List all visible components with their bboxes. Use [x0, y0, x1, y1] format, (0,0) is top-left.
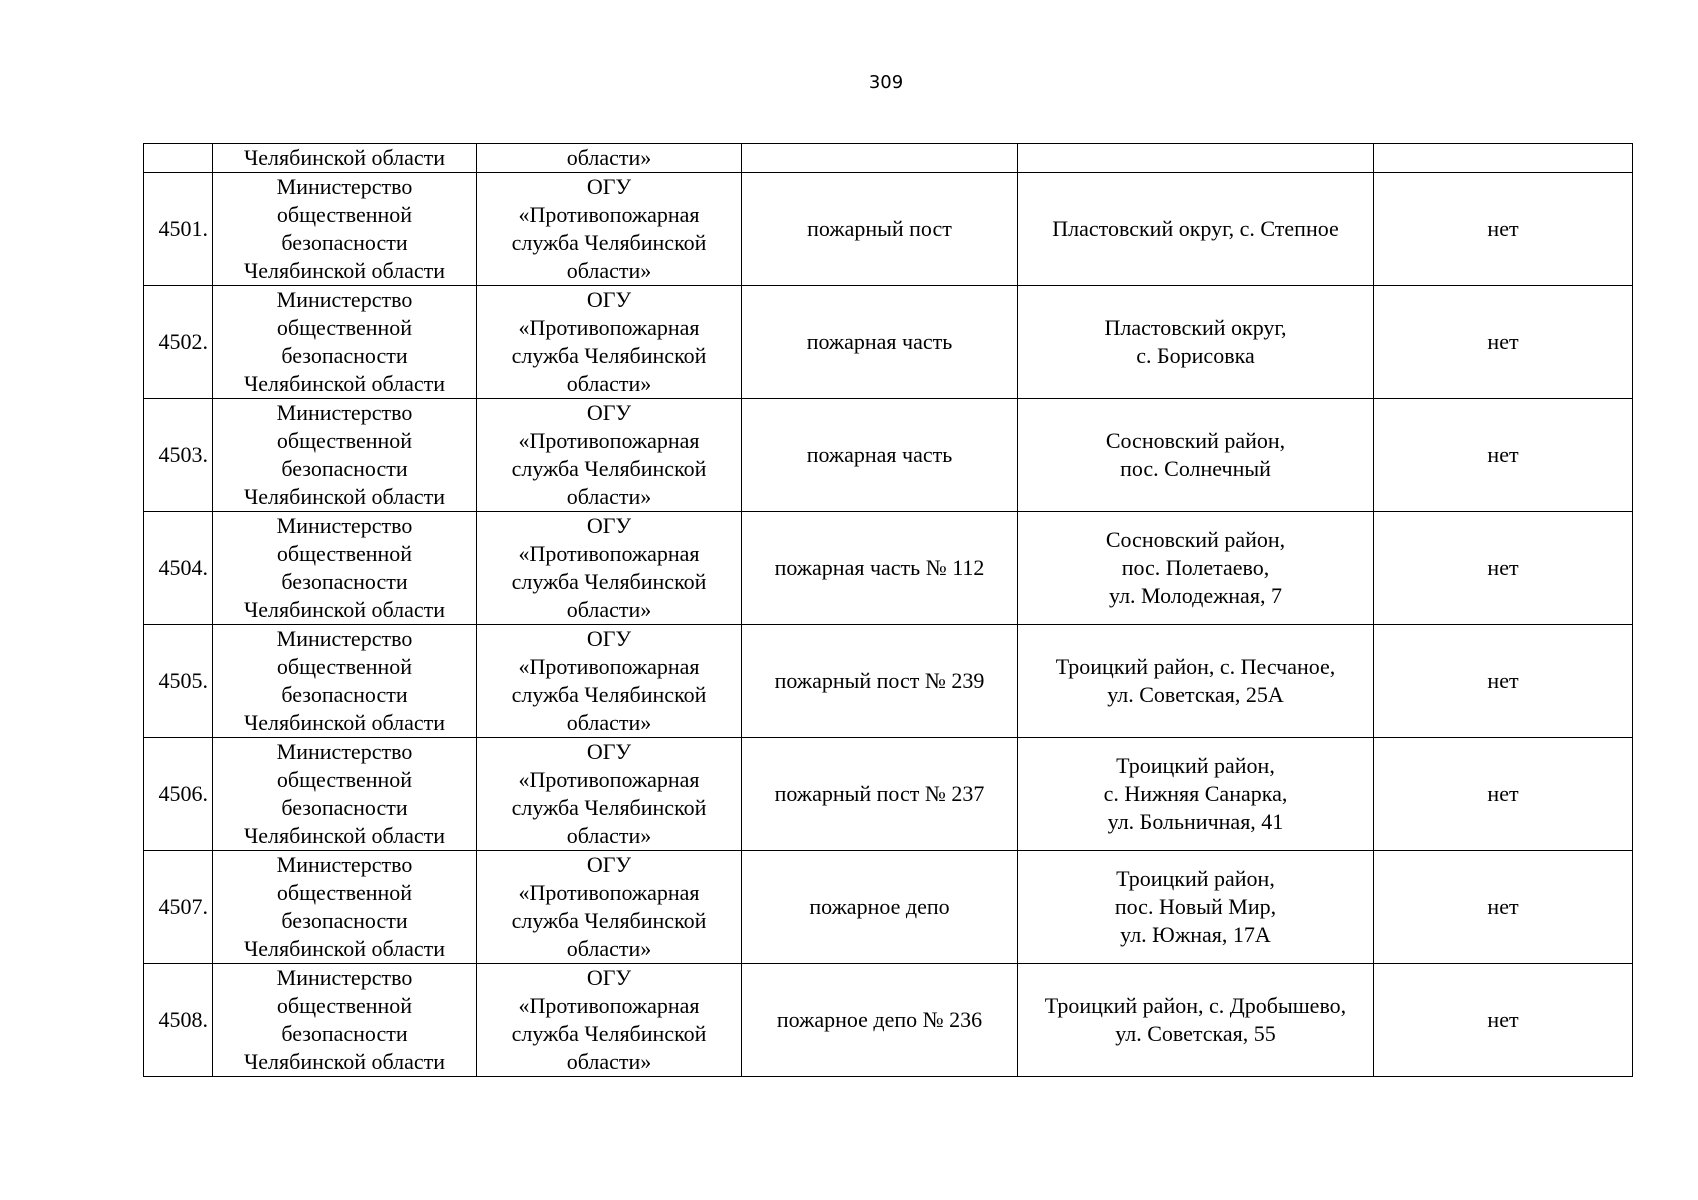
address-line: с. Нижняя Санарка,	[1103, 781, 1288, 806]
organization-line: безопасности	[281, 230, 408, 255]
institution-line: служба Челябинской	[511, 230, 707, 255]
institution-line: «Противопожарная	[518, 428, 700, 453]
address-cell	[1018, 144, 1374, 173]
institution-cell	[477, 851, 742, 964]
address-line: Сосновский район,	[1105, 428, 1286, 453]
row-number-cell: 4508.	[144, 964, 213, 1077]
organization-line: общественной	[276, 767, 413, 792]
organization-line: общественной	[276, 654, 413, 679]
institution-line: ОГУ	[586, 626, 632, 651]
institution-line: области»	[566, 936, 652, 961]
organization-line: безопасности	[281, 456, 408, 481]
organization-cell	[213, 964, 477, 1077]
organization-line: Министерство	[276, 626, 413, 651]
organization-line: Министерство	[276, 287, 413, 312]
institution-line: служба Челябинской	[511, 682, 707, 707]
institution-line: ОГУ	[586, 513, 632, 538]
institution-line: области»	[566, 823, 652, 848]
institution-line: области»	[566, 371, 652, 396]
organization-cell	[213, 625, 477, 738]
address-line: пос. Солнечный	[1120, 456, 1271, 481]
table-row	[144, 173, 1633, 286]
institution-line: ОГУ	[586, 852, 632, 877]
address-cell	[1018, 512, 1374, 625]
address-cell	[1018, 625, 1374, 738]
row-number-cell: 4503.	[144, 399, 213, 512]
row-number-cell: 4504.	[144, 512, 213, 625]
organization-line: Министерство	[276, 965, 413, 990]
institution-line: служба Челябинской	[511, 908, 707, 933]
table-row	[144, 738, 1633, 851]
institution-line: области»	[566, 258, 652, 283]
organization-line: безопасности	[281, 795, 408, 820]
organization-line: безопасности	[281, 908, 408, 933]
address-line: ул. Советская, 55	[1115, 1021, 1276, 1046]
institution-cell	[477, 964, 742, 1077]
note-cell: нет	[1374, 851, 1633, 964]
page-number: 309	[868, 72, 904, 93]
table-row	[144, 964, 1633, 1077]
address-cell	[1018, 851, 1374, 964]
institution-line: ОГУ	[586, 739, 632, 764]
facility-cell	[742, 173, 1018, 286]
institution-line: области»	[566, 597, 652, 622]
registry-table	[143, 143, 1633, 1077]
organization-line: Министерство	[276, 852, 413, 877]
organization-cell	[213, 399, 477, 512]
institution-line: «Противопожарная	[518, 541, 700, 566]
address-line: Сосновский район,	[1105, 527, 1286, 552]
facility-line: пожарная часть № 112	[774, 555, 985, 580]
institution-cell	[477, 625, 742, 738]
facility-cell	[742, 851, 1018, 964]
organization-cell	[213, 512, 477, 625]
organization-line: Министерство	[276, 400, 413, 425]
address-line: Пластовский округ, с. Степное	[1052, 216, 1339, 241]
row-number-cell: 4506.	[144, 738, 213, 851]
note-cell: нет	[1374, 964, 1633, 1077]
organization-line: общественной	[276, 315, 413, 340]
organization-line: безопасности	[281, 343, 408, 368]
organization-line: Челябинской области	[243, 484, 446, 509]
organization-line: Челябинской области	[243, 823, 446, 848]
facility-cell	[742, 512, 1018, 625]
organization-line: общественной	[276, 993, 413, 1018]
address-line: Троицкий район,	[1116, 753, 1275, 778]
organization-line: общественной	[276, 880, 413, 905]
table-row	[144, 625, 1633, 738]
note-cell: нет	[1374, 625, 1633, 738]
organization-line: Министерство	[276, 513, 413, 538]
institution-line: «Противопожарная	[518, 767, 700, 792]
institution-line: «Противопожарная	[518, 880, 700, 905]
address-cell	[1018, 399, 1374, 512]
facility-line: пожарный пост	[807, 216, 952, 241]
address-line: ул. Больничная, 41	[1107, 809, 1284, 834]
address-line: Пластовский округ,	[1104, 315, 1287, 340]
note-cell: нет	[1374, 399, 1633, 512]
institution-line: области»	[566, 1049, 652, 1074]
institution-cell	[477, 173, 742, 286]
facility-cell	[742, 399, 1018, 512]
organization-line: безопасности	[281, 569, 408, 594]
address-line: с. Борисовка	[1136, 343, 1255, 368]
address-line: ул. Южная, 17А	[1120, 922, 1271, 947]
institution-cell	[477, 286, 742, 399]
address-cell	[1018, 286, 1374, 399]
institution-line: области»	[566, 484, 652, 509]
institution-line: ОГУ	[586, 965, 632, 990]
organization-line: безопасности	[281, 682, 408, 707]
organization-line: Челябинской области	[243, 371, 446, 396]
organization-line: Челябинской области	[243, 710, 446, 735]
facility-line: пожарная часть	[806, 442, 953, 467]
organization-line: общественной	[276, 541, 413, 566]
organization-line: общественной	[276, 202, 413, 227]
facility-cell	[742, 625, 1018, 738]
institution-line: ОГУ	[586, 174, 632, 199]
address-line: пос. Новый Мир,	[1114, 894, 1277, 919]
row-number-cell: 4505.	[144, 625, 213, 738]
institution-line: «Противопожарная	[518, 993, 700, 1018]
institution-line: «Противопожарная	[518, 202, 700, 227]
institution-cell	[477, 512, 742, 625]
organization-cell	[213, 286, 477, 399]
organization-line: Челябинской области	[243, 1049, 446, 1074]
facility-cell	[742, 964, 1018, 1077]
note-cell	[1374, 144, 1633, 173]
note-cell: нет	[1374, 512, 1633, 625]
institution-line: ОГУ	[586, 400, 632, 425]
institution-line: ОГУ	[586, 287, 632, 312]
table-row	[144, 512, 1633, 625]
address-cell	[1018, 173, 1374, 286]
table-row	[144, 851, 1633, 964]
institution-line: служба Челябинской	[511, 569, 707, 594]
organization-cell	[213, 851, 477, 964]
note-cell: нет	[1374, 173, 1633, 286]
table-row	[144, 399, 1633, 512]
address-line: Троицкий район, с. Песчаное,	[1055, 654, 1336, 679]
organization-line: Челябинской области	[243, 597, 446, 622]
organization-line: общественной	[276, 428, 413, 453]
organization-cell: Челябинской области	[213, 144, 477, 173]
row-number-cell: 4502.	[144, 286, 213, 399]
facility-line: пожарное депо	[809, 894, 950, 919]
address-line: ул. Советская, 25А	[1107, 682, 1284, 707]
facility-cell	[742, 286, 1018, 399]
institution-line: служба Челябинской	[511, 1021, 707, 1046]
row-number-cell	[144, 144, 213, 173]
continuation-row	[144, 144, 1633, 173]
organization-line: Челябинской области	[243, 936, 446, 961]
address-line: Троицкий район,	[1116, 866, 1275, 891]
institution-line: служба Челябинской	[511, 456, 707, 481]
address-cell	[1018, 738, 1374, 851]
institution-line: служба Челябинской	[511, 343, 707, 368]
facility-line: пожарное депо № 236	[776, 1007, 983, 1032]
institution-cell: области»	[477, 144, 742, 173]
row-number-cell: 4507.	[144, 851, 213, 964]
institution-cell	[477, 399, 742, 512]
facility-cell	[742, 144, 1018, 173]
facility-line: пожарный пост № 237	[774, 781, 985, 806]
organization-line: Челябинской области	[243, 258, 446, 283]
note-cell: нет	[1374, 738, 1633, 851]
facility-cell	[742, 738, 1018, 851]
institution-cell	[477, 738, 742, 851]
organization-line: Министерство	[276, 174, 413, 199]
organization-line: Министерство	[276, 739, 413, 764]
institution-line: «Противопожарная	[518, 315, 700, 340]
table-row	[144, 286, 1633, 399]
registry-table-body	[144, 144, 1633, 1077]
organization-cell	[213, 173, 477, 286]
institution-line: «Противопожарная	[518, 654, 700, 679]
row-number-cell: 4501.	[144, 173, 213, 286]
institution-line: служба Челябинской	[511, 795, 707, 820]
address-cell	[1018, 964, 1374, 1077]
institution-line: области»	[566, 710, 652, 735]
address-line: Троицкий район, с. Дробышево,	[1044, 993, 1347, 1018]
address-line: пос. Полетаево,	[1121, 555, 1270, 580]
note-cell: нет	[1374, 286, 1633, 399]
facility-line: пожарный пост № 239	[774, 668, 985, 693]
facility-line: пожарная часть	[806, 329, 953, 354]
address-line: ул. Молодежная, 7	[1109, 583, 1282, 608]
organization-cell	[213, 738, 477, 851]
organization-line: безопасности	[281, 1021, 408, 1046]
